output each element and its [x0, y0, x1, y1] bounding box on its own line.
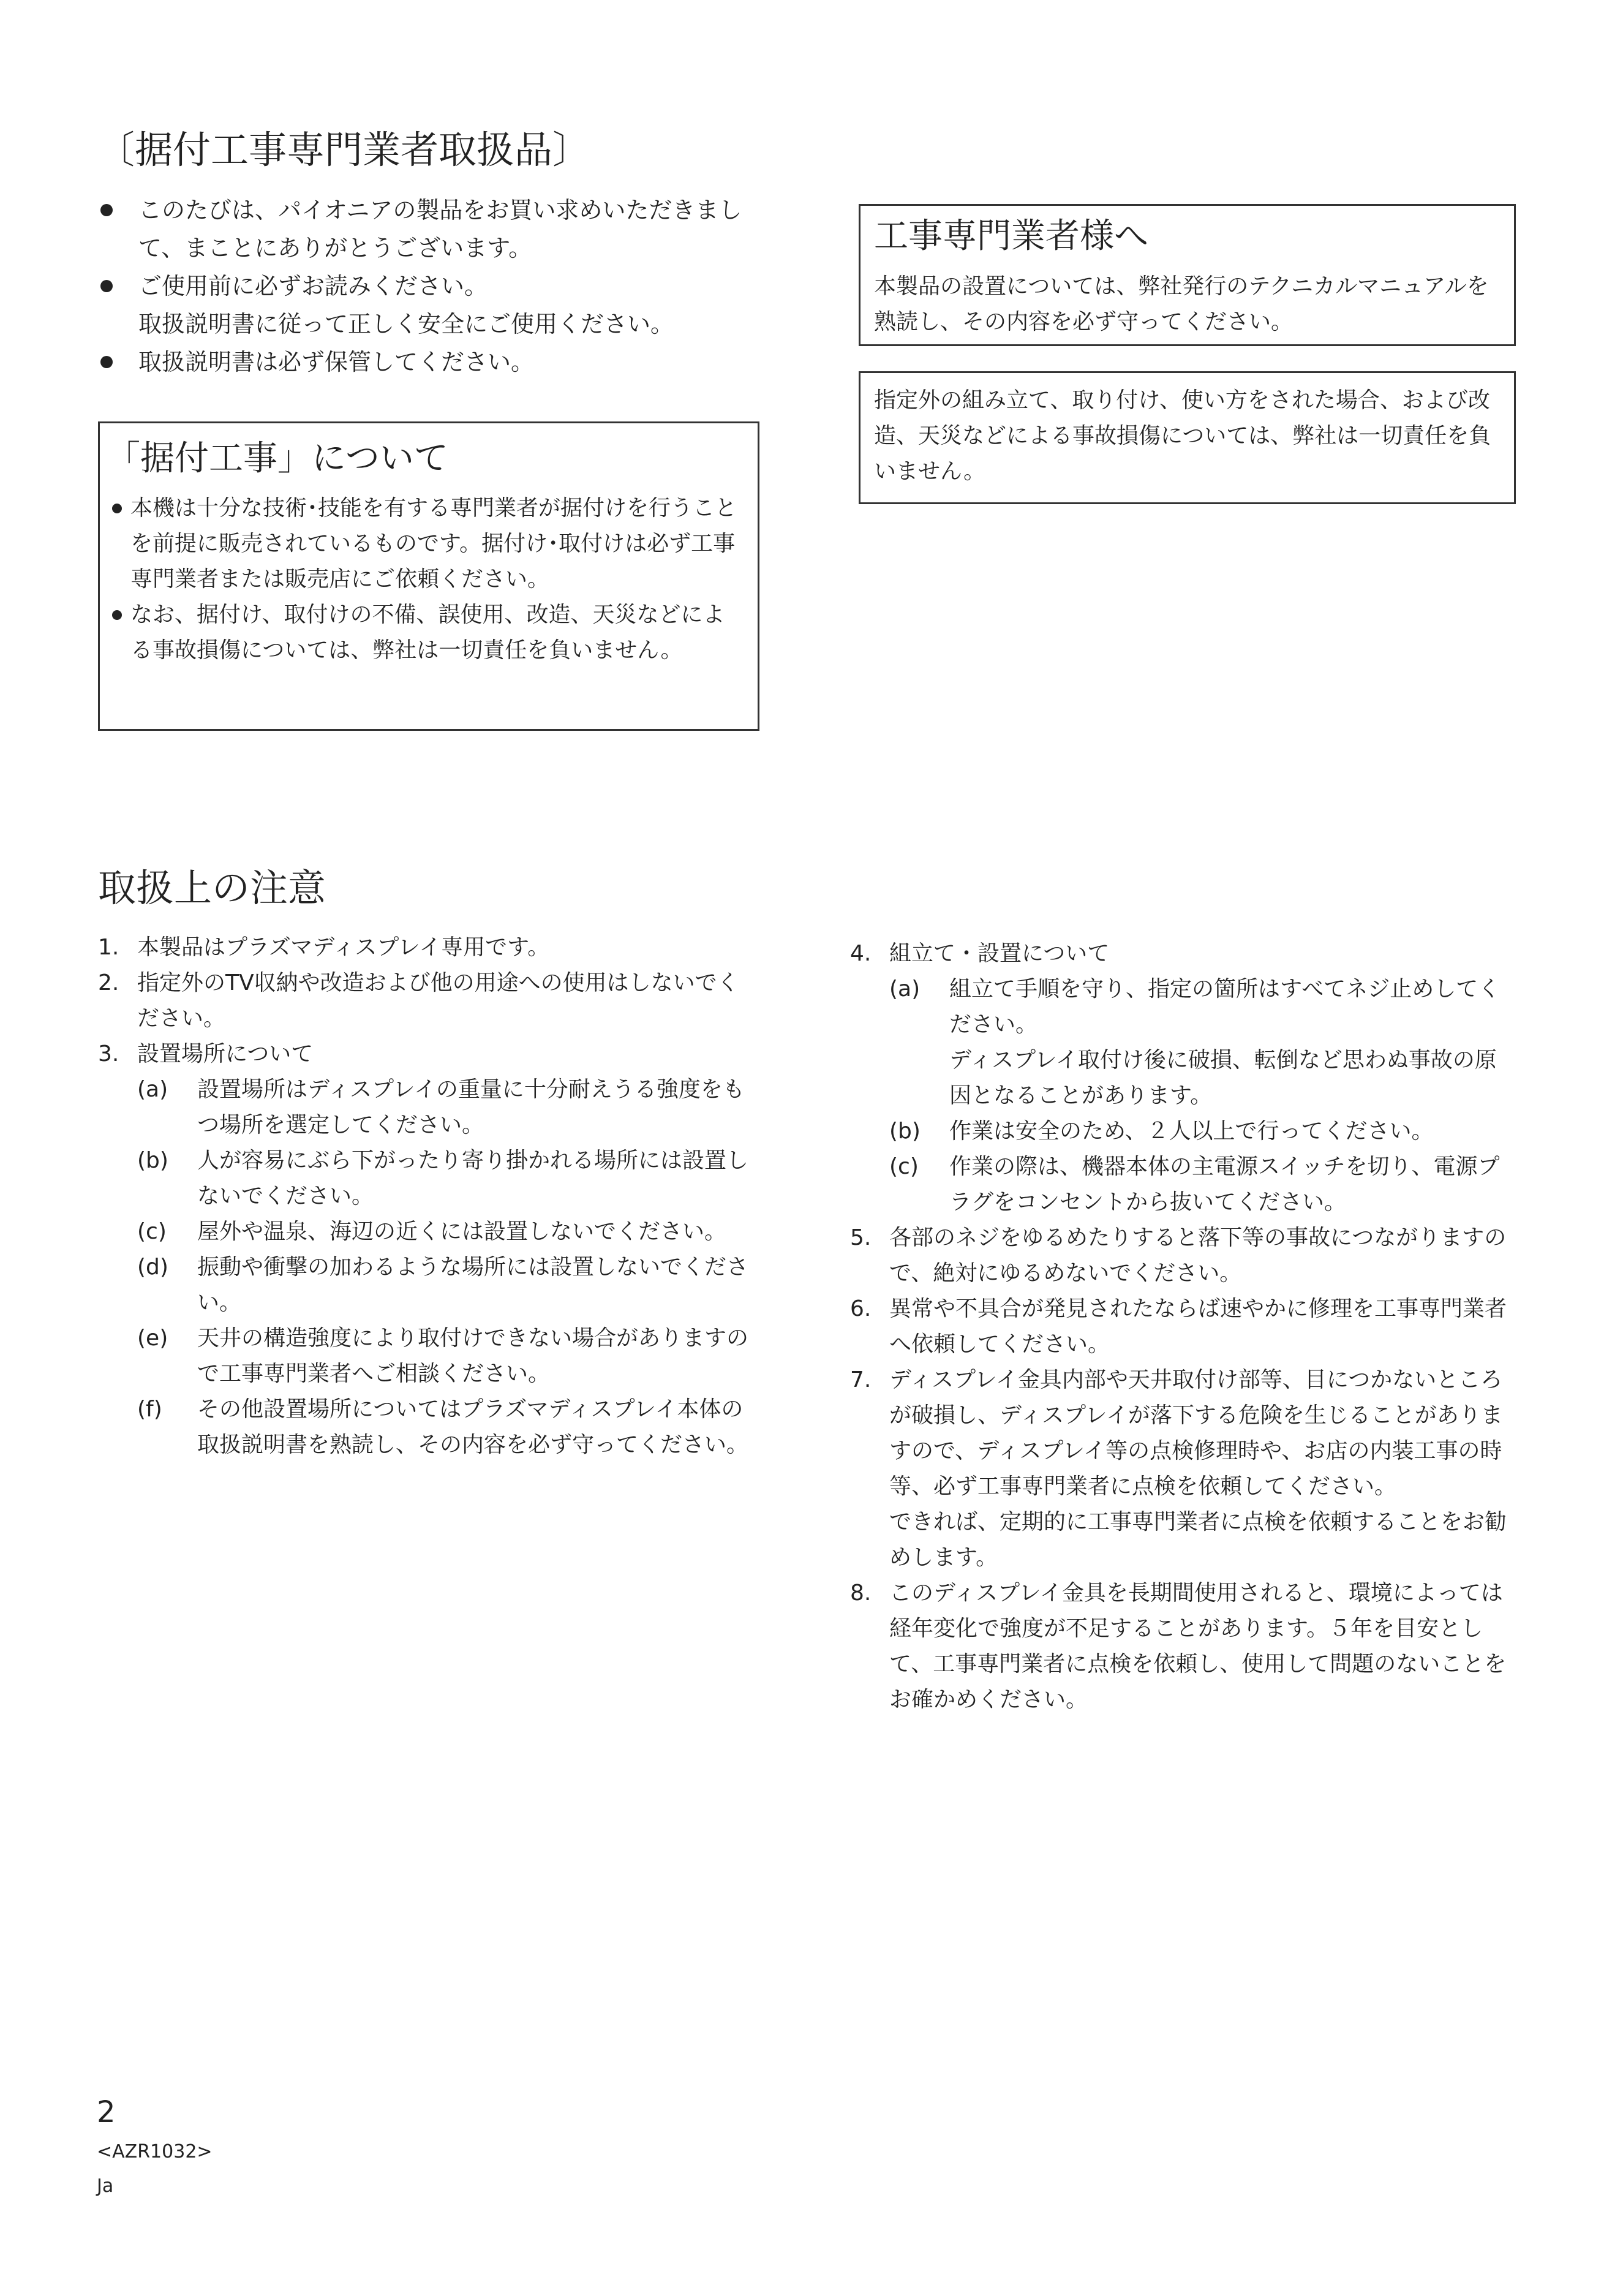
caution-text: 設置場所について	[137, 1041, 314, 1067]
installation-box-title: 「据付工事」について	[106, 439, 448, 478]
sub-text: 作業は安全のため、２人以上で行ってください。	[949, 1119, 1434, 1144]
installation-bullet-1: 本機は十分な技術･技能を有する専門業者が据付けを行うことを前提に販売されているものです。据付け･取付けは必ず工事専門業者または販売店にご依頼ください。	[112, 491, 740, 597]
caution-item-6	[850, 1291, 1518, 1362]
caution-text: このディスプレイ金具を長期間使用されると、環境によっては経年変化で強度が不足することがあります。５年を目安として、工事専門業者に点検を依頼し、使用して問題のないことをお確かめください。	[889, 1580, 1507, 1712]
contractor-box-text: 本製品の設置については、弊社発行のテクニカルマニュアルを熟読し、その内容を必ず守ってください。	[874, 274, 1489, 334]
caution-3-sub-d	[98, 1250, 759, 1321]
sub-text-2: ディスプレイ取付け後に破損、転倒など思わぬ事故の原因となることがあります。	[949, 1048, 1497, 1108]
caution-text-2: できれば、定期的に工事専門業者に点検を依頼することをお勧めします。	[889, 1509, 1507, 1570]
caution-3-sub-c	[98, 1214, 759, 1250]
sub-text: 振動や衝撃の加わるような場所には設置しないでください。	[197, 1255, 749, 1315]
caution-3-sub-b	[98, 1143, 759, 1214]
language-code: Ja	[97, 2175, 114, 2197]
caution-item-3	[98, 1037, 759, 1072]
caution-3-sub-f	[98, 1392, 759, 1463]
caution-item-1	[98, 930, 759, 965]
caution-number: 8.	[850, 1580, 872, 1606]
caution-item-7	[850, 1362, 1518, 1576]
sub-label: (c)	[137, 1219, 167, 1244]
sub-text: 作業の際は、機器本体の主電源スイッチを切り、電源プラグをコンセントから抜いてください。	[949, 1154, 1500, 1215]
caution-number: 7.	[850, 1367, 872, 1392]
page-number: 2	[97, 2095, 116, 2129]
sub-label: (b)	[137, 1148, 168, 1173]
caution-text: ディスプレイ金具内部や天井取付け部等、目につかないところが破損し、ディスプレイが落下する危険を生じることがありますので、ディスプレイ等の点検修理時や、お店の内装工事の時等、必ず工事専門業者に点検を依頼してください。	[889, 1367, 1503, 1499]
main-title: 〔据付工事専門業者取扱品〕	[97, 127, 591, 172]
disclaimer-text: 指定外の組み立て、取り付け、使い方をされた場合、および改造、天災などによる事故損傷については、弊社は一切責任を負いません。	[874, 388, 1491, 484]
caution-item-4	[850, 936, 1518, 972]
document-code: <AZR1032>	[97, 2141, 213, 2162]
installation-box-body	[112, 491, 740, 668]
sub-text: その他設置場所についてはプラズマディスプレイ本体の取扱説明書を熟読し、その内容を必ず守ってください。	[197, 1397, 749, 1457]
sub-text: 人が容易にぶら下がったり寄り掛かれる場所には設置しないでください。	[197, 1148, 749, 1209]
caution-number: 2.	[98, 970, 119, 995]
sub-text: 組立て手順を守り、指定の箇所はすべてネジ止めしてください。	[949, 976, 1501, 1037]
intro-bullet-1: このたびは、パイオニアの製品をお買い求めいただきまして、まことにありがとうございます。	[98, 191, 769, 267]
caution-text: 各部のネジをゆるめたりすると落下等の事故につながりますので、絶対にゆるめないでください。	[889, 1225, 1507, 1286]
caution-text: 本製品はプラズマディスプレイ専用です。	[137, 935, 550, 960]
cautions-right-column	[850, 936, 1518, 1718]
sub-label: (b)	[889, 1119, 921, 1144]
caution-3-sub-e	[98, 1321, 759, 1392]
sub-label: (d)	[137, 1255, 168, 1280]
intro-bullet-2-line2: 取扱説明書に従って正しく安全にご使用ください。	[138, 311, 674, 338]
caution-number: 1.	[98, 935, 119, 960]
caution-number: 3.	[98, 1041, 119, 1067]
caution-number: 6.	[850, 1296, 872, 1321]
contractor-notice-box	[859, 204, 1516, 346]
caution-4-sub-a	[850, 972, 1518, 1114]
cautions-left-column	[98, 930, 759, 1463]
installation-notice-box	[98, 421, 759, 731]
sub-label: (f)	[137, 1397, 162, 1422]
caution-text: 指定外のTV収納や改造および他の用途への使用はしないでください。	[137, 970, 739, 1031]
disclaimer-box	[859, 371, 1516, 504]
caution-number: 5.	[850, 1225, 872, 1250]
intro-bullet-3: 取扱説明書は必ず保管してください。	[98, 343, 769, 381]
caution-item-5	[850, 1220, 1518, 1291]
intro-bullet-2: ご使用前に必ずお読みください。	[98, 267, 769, 305]
sub-label: (e)	[137, 1326, 168, 1351]
sub-text: 屋外や温泉、海辺の近くには設置しないでください。	[197, 1219, 727, 1244]
caution-4-sub-b	[850, 1114, 1518, 1149]
sub-text: 天井の構造強度により取付けできない場合がありますので工事専門業者へご相談ください。	[197, 1326, 749, 1386]
sub-text: 設置場所はディスプレイの重量に十分耐えうる強度をもつ場所を選定してください。	[197, 1077, 745, 1138]
sub-label: (a)	[889, 976, 921, 1002]
caution-number: 4.	[850, 941, 872, 966]
caution-item-8	[850, 1576, 1518, 1718]
caution-3-sub-a	[98, 1072, 759, 1143]
installation-bullet-2: なお、据付け、取付けの不備、誤使用、改造、天災などによる事故損傷については、弊社は一切責任を負いません。	[112, 597, 740, 668]
caution-item-2	[98, 965, 759, 1037]
intro-bullet-list	[98, 191, 769, 381]
caution-text: 組立て・設置について	[889, 941, 1110, 966]
sub-label: (c)	[889, 1154, 919, 1179]
cautions-title: 取扱上の注意	[98, 866, 326, 910]
sub-label: (a)	[137, 1077, 168, 1102]
caution-4-sub-c	[850, 1149, 1518, 1220]
caution-text: 異常や不具合が発見されたならば速やかに修理を工事専門業者へ依頼してください。	[889, 1296, 1507, 1357]
contractor-box-title: 工事専門業者様へ	[874, 216, 1148, 256]
